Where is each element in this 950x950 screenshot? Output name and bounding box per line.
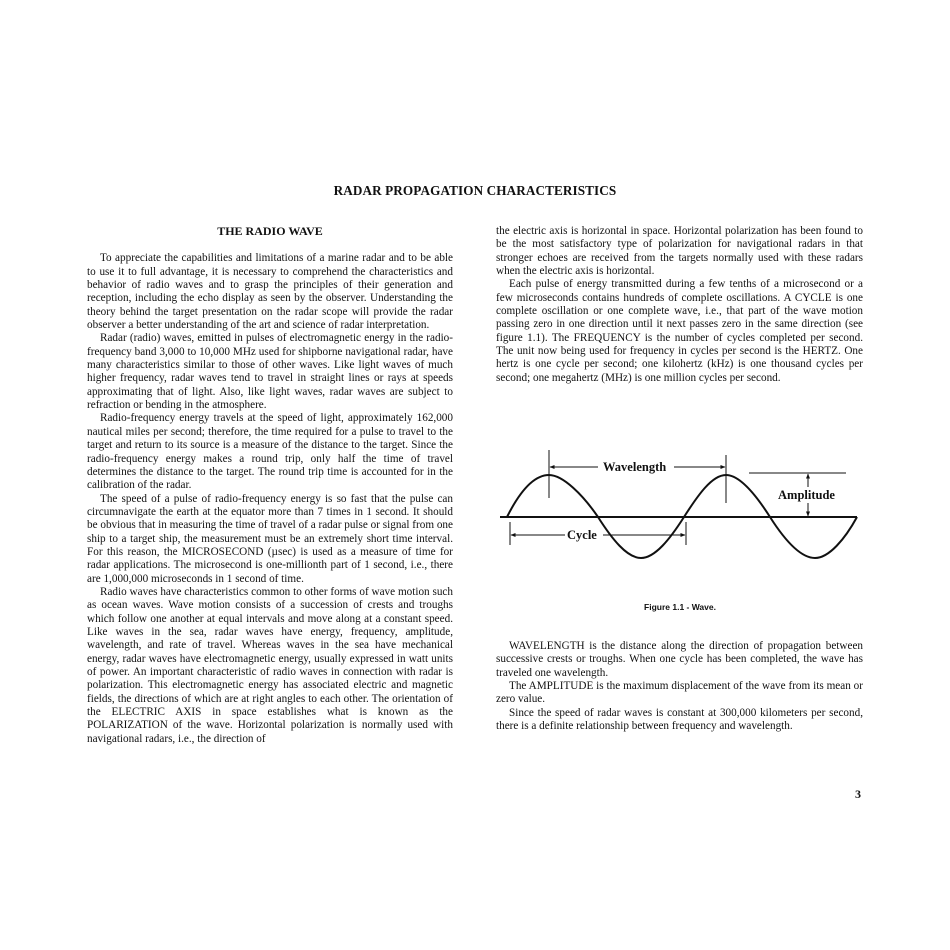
paragraph: To appreciate the capabilities and limitations of a marine radar and to be able to use it to full advantage, it is necessary to comprehend the characteristics and behavior of radio waves and to grasp the principles of their generation and reception, including the echo display as seen by the observer. Understanding the theory behind the target presentation on the radar scope will provide the radar observer a better understanding of the art and science of radar interpretation.: [87, 252, 453, 332]
paragraph: Radar (radio) waves, emitted in pulses of electromagnetic energy in the radio-frequency band 3,000 to 10,000 MHz used for shipborne navigational radar, have many characteristics similar to those of other waves. Like light waves of much higher frequency, radar waves tend to travel in straight lines or rays at speeds approximating that of light. Also, like light waves, radar waves are subject to refraction or bending in the atmosphere.: [87, 332, 453, 412]
paragraph: Since the speed of radar waves is constant at 300,000 kilometers per second, there is a definite relationship between frequency and wavelength.: [496, 706, 863, 733]
paragraph: The speed of a pulse of radio-frequency energy is so fast that the pulse can circumnavigate the earth at the equator more than 7 times in 1 second. It should be obvious that in measuring the time of travel of a radar pulse or signal from one ship to a target ship, the measurement must be an extremely short time interval. For this reason, the MICROSECOND (µsec) is used as a measure of time for radar applications. The microsecond is one-millionth part of 1 second, i.e., there are 1,000,000 microseconds in 1 second of time.: [87, 492, 453, 585]
page-number: 3: [855, 787, 861, 801]
paragraph: Each pulse of energy transmitted during a few tenths of a microsecond or a few microseconds contains hundreds of complete oscillations. A CYCLE is one complete oscillation or one complete wave, i.e., that part of the wave motion passing zero in one direction until it next passes zero in the same direction (see figure 1.1). The FREQUENCY is the number of cycles completed per second. The unit now being used for frequency in cycles per second is the HERTZ. One hertz is one cycle per second; one kilohertz (kHz) is one thousand cycles per second; one megahertz (MHz) is one million cycles per second.: [496, 278, 863, 384]
figure-caption: Figure 1.1 - Wave.: [644, 602, 716, 612]
wave-figure: [490, 440, 870, 620]
wave-diagram: [490, 440, 870, 620]
amplitude-label: Amplitude: [778, 488, 835, 502]
cycle-label: Cycle: [567, 528, 597, 542]
left-column: [87, 225, 453, 746]
section-heading: THE RADIO WAVE: [217, 224, 323, 238]
right-column-bottom: [496, 640, 863, 733]
paragraph: Radio waves have characteristics common to other forms of wave motion such as ocean waves. Wave motion consists of a succession of crests and troughs which follow one another at equal intervals and move along at a constant speed. Like waves in the sea, radar waves have energy, frequency, amplitude, wavelength, and rate of travel. Whereas waves in the sea have mechanical energy, radar waves have electromagnetic energy, usually expressed in watt units of power. An important characteristic of radio waves in connection with radar is polarization. This electromagnetic energy has associated electric and magnetic fields, the directions of which are at right angles to each other. The orientation of the ELECTRIC AXIS in space establishes what is known as the POLARIZATION of the wave. Horizontal polarization is normally used with navigational radars, i.e., the direction of: [87, 585, 453, 745]
paragraph: the electric axis is horizontal in space. Horizontal polarization has been found to be the most satisfactory type of polarization for navigational radars in that stronger echoes are received from the targets normally used with these radars when the electric axis is horizontal.: [496, 225, 863, 278]
paragraph: The AMPLITUDE is the maximum displacement of the wave from its mean or zero value.: [496, 680, 863, 706]
page-title: RADAR PROPAGATION CHARACTERISTICS: [333, 183, 617, 198]
paragraph: Radio-frequency energy travels at the speed of light, approximately 162,000 nautical miles per second; therefore, the time required for a pulse to travel to the target and return to its source is a measure of the distance to the target. Since the radio-frequency energy makes a round trip, only half the time of travel determines the distance to the target. The round trip time is accounted for in the calibration of the radar.: [87, 412, 453, 492]
wavelength-label: Wavelength: [603, 460, 667, 474]
right-column-top: [496, 225, 863, 385]
paragraph: WAVELENGTH is the distance along the direction of propagation between successive crests or troughs. When one cycle has been completed, the wave has traveled one wavelength.: [496, 640, 863, 679]
